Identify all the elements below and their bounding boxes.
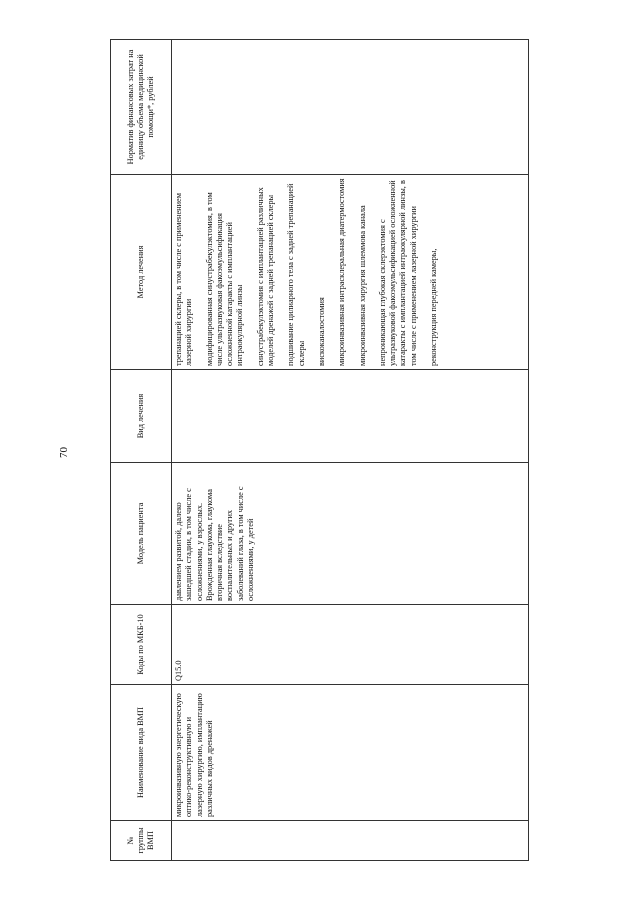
treatment-method-item: синустрабекулэктомия с имплантацией различных моделей дренажей с задней трепанацией склеры (255, 187, 276, 366)
vmp-table (110, 39, 529, 861)
cell-group-no (172, 821, 529, 861)
cell-vmp-name: микроинвазивную энергетическую оптико-реконструктивную и лазерную хирургию, имплантацию различных видов дренажей (172, 685, 529, 821)
cell-cost-norm (172, 40, 529, 175)
header-group-no: № группы ВМП (111, 821, 172, 861)
treatment-method-item: микроинвазивная интрасклеральная диатермостомия (337, 178, 347, 366)
table-row (172, 40, 529, 861)
table-header-row (111, 40, 172, 861)
page-number: 70 (58, 447, 70, 458)
treatment-method-item: модифицированная синустрабекулэктомия, в том числе ультразвуковая факоэмульсификация осложненной катаракты с имплантацией интраокулярной линзы (204, 192, 245, 366)
header-cost-norm: Норматив финансовых затрат на единицу объема медицинской помощи*, рублей (111, 40, 172, 175)
header-treatment-method: Метод лечения (111, 175, 172, 370)
treatment-method-item: непроникающая глубокая склерэктомия с ультразвуковой факоэмульсификацией осложненной катаракты с имплантацией интраокулярной линзы, в том числе с применением лазерной хирургии (377, 180, 418, 366)
treatment-method-item: трепанацией склеры, в том числе с применением лазерной хирургии (174, 193, 194, 366)
treatment-method-item: микроинвазивная хирургия шлеммова канала (357, 205, 367, 366)
cell-icd-codes: Q15.0 (172, 605, 529, 685)
cell-patient-model: давлением развитой, далеко зашедшей стадии, в том числе с осложнениями, у взрослых. Врожденная глаукома, глаукома вторичная вследствие воспалительных и других заболеваний глаза, в том числе с осложнениями, у детей (172, 463, 529, 605)
header-patient-model: Модель пациента (111, 463, 172, 605)
treatment-method-item: вискоканалостомия (316, 297, 326, 366)
header-treatment-type: Вид лечения (111, 370, 172, 463)
header-vmp-name: Наименование вида ВМП (111, 685, 172, 821)
cell-treatment-type (172, 370, 529, 463)
cell-treatment-methods (172, 175, 529, 370)
header-icd-codes: Коды по МКБ-10 (111, 605, 172, 685)
treatment-method-item: реконструкция передней камеры, (429, 248, 439, 366)
treatment-method-item: подшивание цилиарного тела с задней трепанацией склеры (286, 183, 306, 366)
